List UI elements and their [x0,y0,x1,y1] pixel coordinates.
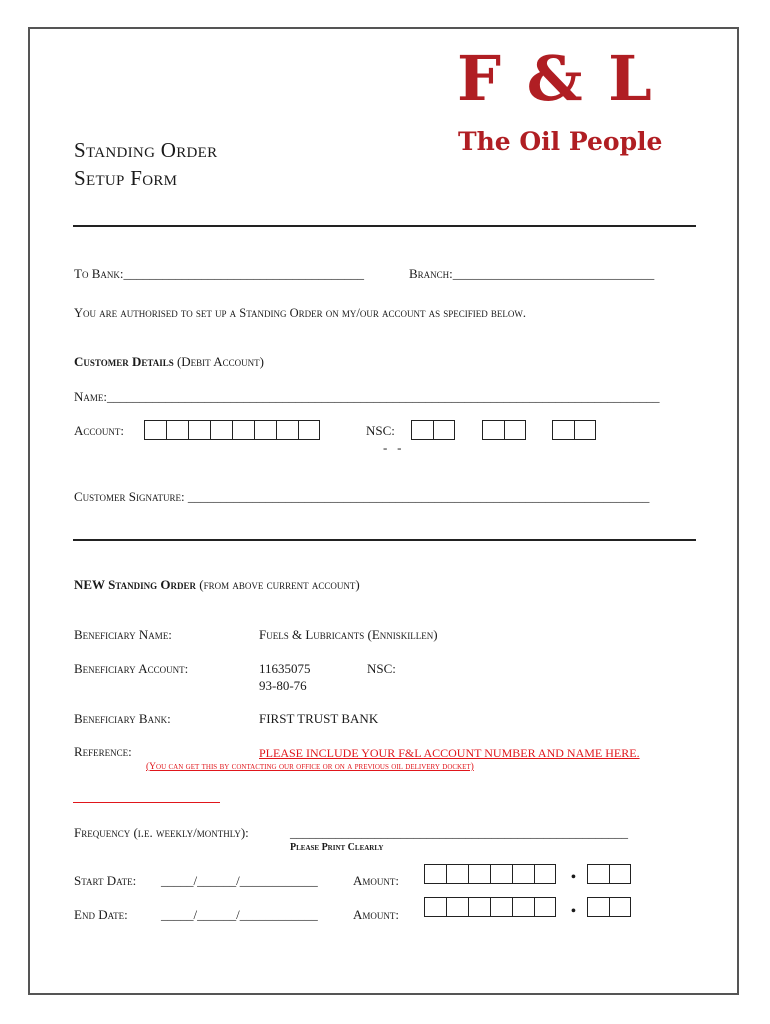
account-digit-box[interactable] [232,420,254,440]
print-clearly-note: Please Print Clearly [290,842,384,853]
amount-digit-box[interactable] [512,864,534,884]
new-order-heading-suffix: (from above current account) [199,577,360,592]
new-order-heading-label: NEW Standing Order [74,577,197,592]
amount-digit-box[interactable] [446,897,468,917]
amount-digit-box[interactable] [534,864,556,884]
account-digit-box[interactable] [298,420,320,440]
nsc-digit-box[interactable] [433,420,455,440]
amount-digit-box[interactable] [490,864,512,884]
beneficiary-name-value: Fuels & Lubricants (Enniskillen) [259,627,438,642]
nsc-digit-box[interactable] [482,420,504,440]
nsc-digit-box[interactable] [552,420,574,440]
customer-heading-label: Customer Details [74,354,174,369]
amount-digit-box[interactable] [490,897,512,917]
frequency-label: Frequency (i.e. weekly/monthly): [74,825,249,840]
reference-subnote: (You can get this by contacting our office or on a previous oil delivery docket) [146,762,474,772]
beneficiary-nsc-label: NSC: [367,661,396,676]
end-amount-cents-boxes[interactable] [587,897,631,919]
end-amount-boxes[interactable] [424,897,556,919]
amount-digit-box[interactable] [468,897,490,917]
beneficiary-account-label: Beneficiary Account: [74,661,189,676]
cents-digit-box[interactable] [609,864,631,884]
account-digit-box[interactable] [144,420,166,440]
divider-middle [73,539,696,541]
account-label: Account: [74,423,125,438]
to-bank-field[interactable]: To Bank:_____________________________________ [74,266,364,281]
cents-digit-box[interactable] [587,897,609,917]
customer-details-heading [74,354,264,370]
start-amount-cents-boxes[interactable] [587,864,631,886]
nsc-boxes-3[interactable] [552,420,596,442]
beneficiary-nsc-value: 93-80-76 [259,678,307,693]
account-number-boxes[interactable] [144,420,320,442]
form-title-line2: Setup Form [74,166,178,190]
company-logo: F & L [457,42,654,115]
amount-digit-box[interactable] [424,897,446,917]
reference-label: Reference: [74,744,132,759]
divider-top [73,225,696,227]
amount-digit-box[interactable] [512,897,534,917]
amount-digit-box[interactable] [424,864,446,884]
nsc-digit-box[interactable] [504,420,526,440]
frequency-input-line[interactable]: ____________________________________________________ [290,825,628,840]
start-date-field[interactable]: _____/______/____________ [161,873,318,888]
new-order-heading [74,577,360,593]
nsc-digit-box[interactable] [411,420,433,440]
nsc-label: NSC: [366,423,395,438]
beneficiary-name-label: Beneficiary Name: [74,627,172,642]
beneficiary-bank-value: FIRST TRUST BANK [259,711,379,726]
end-amount-decimal: • [571,904,576,919]
beneficiary-account-value: 11635075 [259,661,311,676]
form-title-line1: Standing Order [74,138,218,162]
start-amount-decimal: • [571,870,576,885]
end-date-field[interactable]: _____/______/____________ [161,907,318,922]
nsc-digit-box[interactable] [574,420,596,440]
end-date-label: End Date: [74,907,128,922]
branch-field[interactable]: Branch:_______________________________ [409,266,655,281]
account-digit-box[interactable] [188,420,210,440]
start-amount-boxes[interactable] [424,864,556,886]
start-amount-label: Amount: [353,873,399,888]
amount-digit-box[interactable] [468,864,490,884]
cents-digit-box[interactable] [587,864,609,884]
reference-input-line[interactable] [73,802,220,803]
start-date-label: Start Date: [74,873,137,888]
account-digit-box[interactable] [254,420,276,440]
account-digit-box[interactable] [210,420,232,440]
account-digit-box[interactable] [166,420,188,440]
nsc-boxes-1[interactable] [411,420,455,442]
end-amount-label: Amount: [353,907,399,922]
customer-signature-field[interactable]: Customer Signature: _______________________________________________________________________ [74,489,650,504]
amount-digit-box[interactable] [446,864,468,884]
company-tagline: The Oil People [458,127,663,156]
amount-digit-box[interactable] [534,897,556,917]
cents-digit-box[interactable] [609,897,631,917]
reference-note: PLEASE INCLUDE YOUR F&L ACCOUNT NUMBER AND NAME HERE. [259,746,640,760]
beneficiary-bank-label: Beneficiary Bank: [74,711,171,726]
nsc-separators: - - [383,440,402,455]
customer-heading-suffix: (Debit Account) [176,354,264,369]
nsc-boxes-2[interactable] [482,420,526,442]
account-digit-box[interactable] [276,420,298,440]
authorisation-text: You are authorised to set up a Standing Order on my/our account as specified below. [74,306,526,320]
name-field[interactable]: Name:_____________________________________________________________________________________ [74,389,660,404]
